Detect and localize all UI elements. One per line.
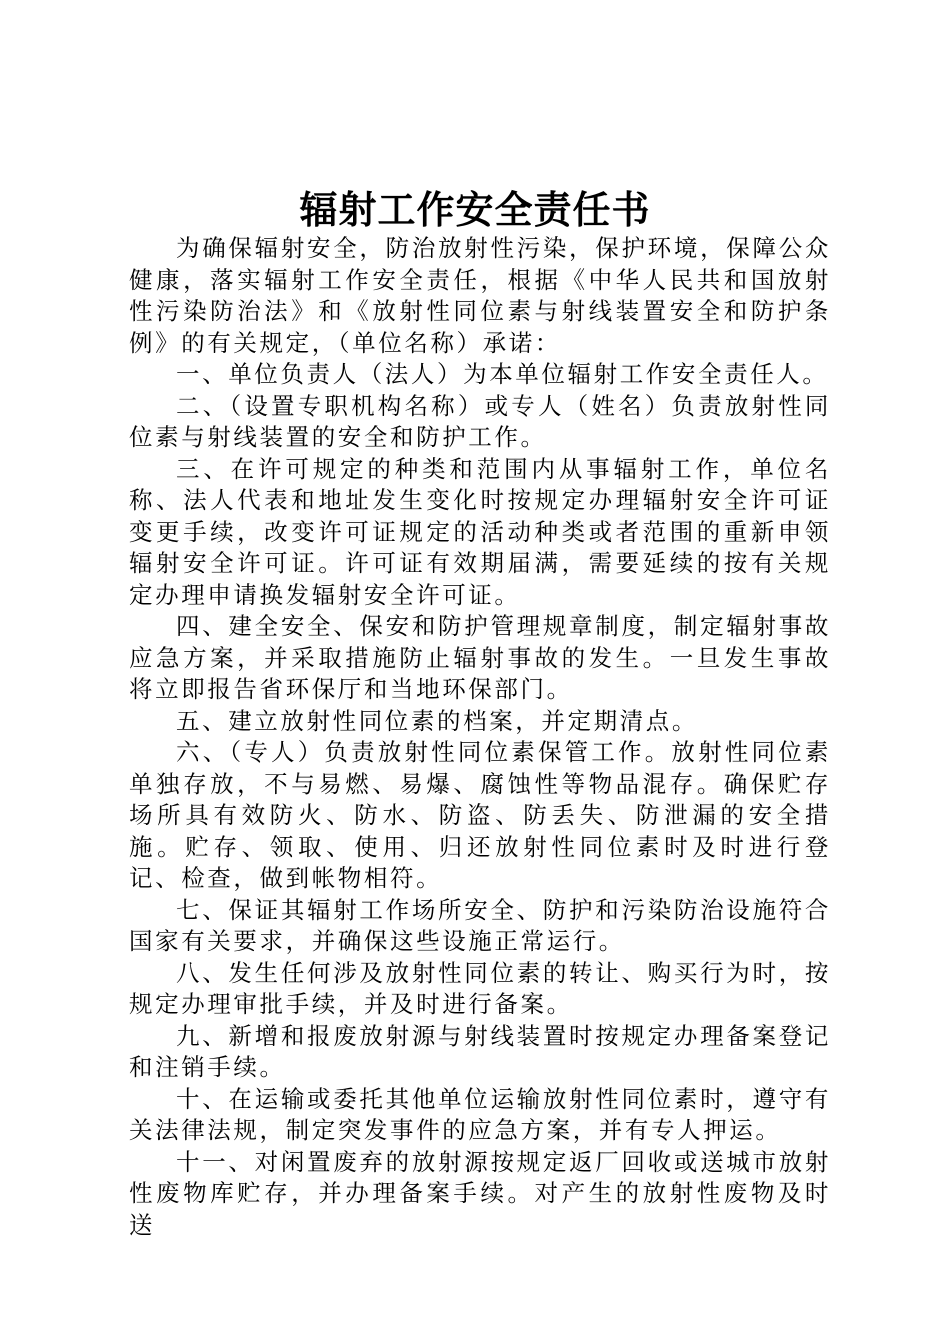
intro-paragraph: 为确保辐射安全，防治放射性污染，保护环境，保障公众健康，落实辐射工作安全责任，根据《中华人民共和国放射性污染防治法》和《放射性同位素与射线装置安全和防护条例》的有关规定，（单位名称）承诺： (129, 234, 831, 357)
clause-3-paragraph: 三、在许可规定的种类和范围内从事辐射工作，单位名称、法人代表和地址发生变化时按规定办理辐射安全许可证变更手续，改变许可证规定的活动种类或者范围的重新申领辐射安全许可证。许可证有效期届满，需要延续的按有关规定办理申请换发辐射安全许可证。 (129, 454, 831, 609)
clause-1-paragraph: 一、单位负责人（法人）为本单位辐射工作安全责任人。 (176, 360, 829, 388)
clause-8-paragraph: 八、发生任何涉及放射性同位素的转让、购买行为时，按规定办理审批手续，并及时进行备案。 (129, 958, 831, 1018)
clause-10-paragraph: 十、在运输或委托其他单位运输放射性同位素时，遵守有关法律法规，制定突发事件的应急方案，并有专人押运。 (129, 1084, 831, 1144)
clause-6-paragraph: 六、（专人）负责放射性同位素保管工作。放射性同位素单独存放，不与易燃、易爆、腐蚀性等物品混存。确保贮存场所具有效防火、防水、防盗、防丢失、防泄漏的安全措施。贮存、领取、使用、归还放射性同位素时及时进行登记、检查，做到帐物相符。 (129, 738, 831, 892)
clause-4-paragraph: 四、建全安全、保安和防护管理规章制度，制定辐射事故应急方案，并采取措施防止辐射事故的发生。一旦发生事故将立即报告省环保厅和当地环保部门。 (129, 612, 831, 703)
clause-7-paragraph: 七、保证其辐射工作场所安全、防护和污染防治设施符合国家有关要求，并确保这些设施正常运行。 (129, 895, 831, 955)
clause-9-paragraph: 九、新增和报废放射源与射线装置时按规定办理备案登记和注销手续。 (129, 1021, 831, 1081)
clause-2-paragraph: 二、（设置专职机构名称）或专人（姓名）负责放射性同位素与射线装置的安全和防护工作。 (129, 391, 831, 451)
clause-11-paragraph: 十一、对闲置废弃的放射源按规定返厂回收或送城市放射性废物库贮存，并办理备案手续。对产生的放射性废物及时送 (129, 1147, 831, 1239)
clause-5-paragraph: 五、建立放射性同位素的档案，并定期清点。 (176, 706, 698, 735)
document-body (129, 233, 831, 1241)
document-title: 辐射工作安全责任书 (299, 187, 651, 232)
